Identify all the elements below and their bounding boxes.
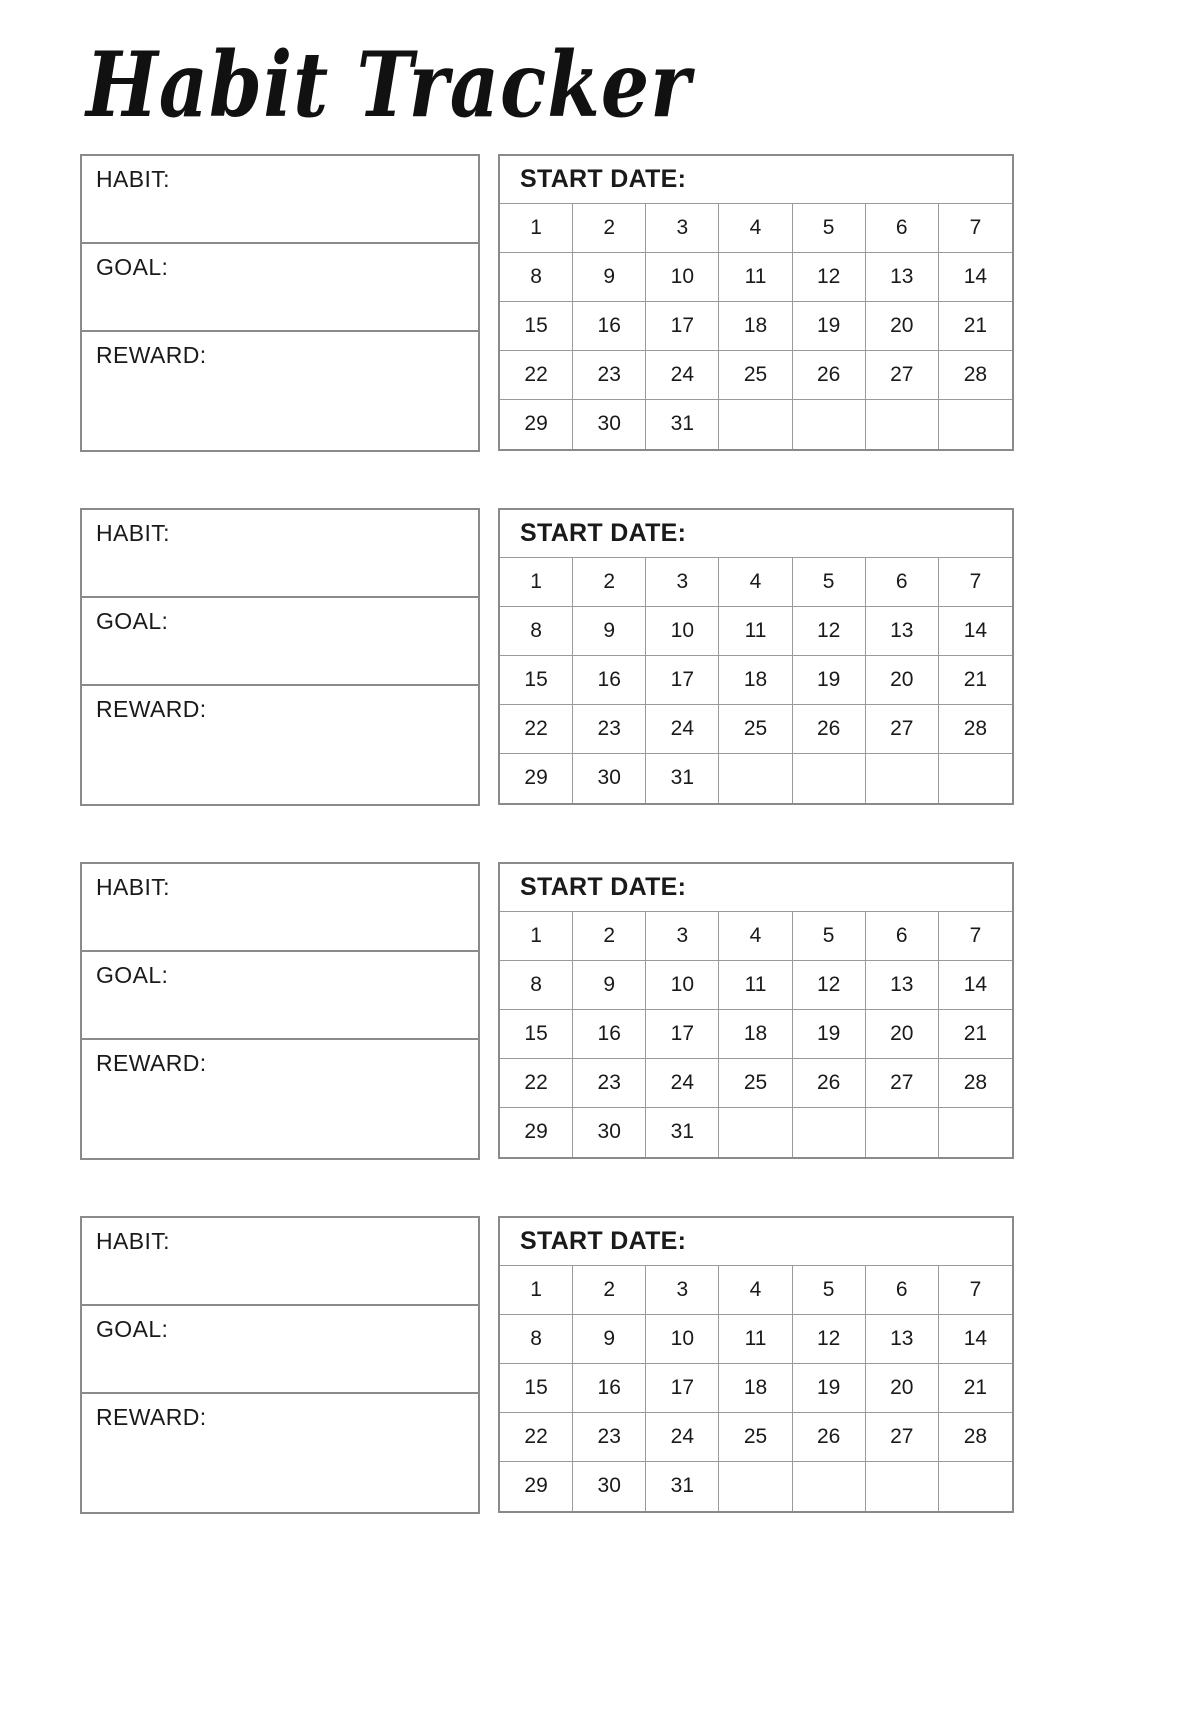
day-cell[interactable]: 8 xyxy=(500,961,573,1010)
habit-label: HABIT: xyxy=(96,1227,170,1254)
start-date-field[interactable] xyxy=(500,864,1012,912)
day-cell[interactable]: 8 xyxy=(500,253,573,302)
habit-field[interactable] xyxy=(82,864,478,952)
day-cell[interactable]: 24 xyxy=(646,1059,719,1108)
day-cell[interactable]: 31 xyxy=(646,754,719,803)
day-cell[interactable]: 26 xyxy=(793,351,866,400)
day-cell[interactable]: 31 xyxy=(646,1108,719,1157)
day-cell-empty[interactable] xyxy=(866,1108,939,1157)
day-cell[interactable]: 27 xyxy=(866,351,939,400)
day-cell[interactable]: 2 xyxy=(573,912,646,961)
day-cell[interactable]: 5 xyxy=(793,204,866,253)
day-cell[interactable]: 27 xyxy=(866,705,939,754)
tracker-row xyxy=(80,508,1110,806)
reward-field[interactable] xyxy=(82,1394,478,1512)
day-cell[interactable]: 1 xyxy=(500,204,573,253)
day-cell[interactable]: 20 xyxy=(866,1364,939,1413)
day-cell[interactable]: 1 xyxy=(500,1266,573,1315)
day-cell[interactable]: 6 xyxy=(866,204,939,253)
day-cell-empty[interactable] xyxy=(719,1462,792,1511)
day-cell[interactable]: 15 xyxy=(500,1364,573,1413)
day-cell-empty[interactable] xyxy=(866,754,939,803)
goal-field[interactable] xyxy=(82,952,478,1040)
day-cell[interactable]: 16 xyxy=(573,1364,646,1413)
day-cell[interactable]: 11 xyxy=(719,1315,792,1364)
day-cell[interactable]: 23 xyxy=(573,1413,646,1462)
day-cell-empty[interactable] xyxy=(866,1462,939,1511)
day-cell[interactable]: 11 xyxy=(719,961,792,1010)
day-cell[interactable]: 8 xyxy=(500,607,573,656)
reward-label: REWARD: xyxy=(96,695,207,722)
day-cell[interactable]: 31 xyxy=(646,400,719,449)
day-cell[interactable]: 4 xyxy=(719,204,792,253)
tracker-row xyxy=(80,1216,1110,1514)
day-cell[interactable]: 29 xyxy=(500,754,573,803)
day-cell[interactable]: 26 xyxy=(793,1059,866,1108)
day-cell[interactable]: 28 xyxy=(939,1413,1012,1462)
day-cell[interactable]: 20 xyxy=(866,1010,939,1059)
calendar-grid xyxy=(500,204,1012,449)
day-cell[interactable]: 4 xyxy=(719,912,792,961)
habit-info-block xyxy=(80,862,480,1160)
habit-info-block xyxy=(80,508,480,806)
day-cell-empty[interactable] xyxy=(793,400,866,449)
calendar-block xyxy=(498,862,1014,1159)
start-date-label: START DATE: xyxy=(520,518,687,547)
day-cell[interactable]: 16 xyxy=(573,302,646,351)
day-cell[interactable]: 12 xyxy=(793,253,866,302)
calendar-grid xyxy=(500,1266,1012,1511)
habit-label: HABIT: xyxy=(96,519,170,546)
day-cell[interactable]: 2 xyxy=(573,1266,646,1315)
day-cell[interactable]: 1 xyxy=(500,912,573,961)
day-cell[interactable]: 19 xyxy=(793,1364,866,1413)
day-cell[interactable]: 5 xyxy=(793,912,866,961)
calendar-grid xyxy=(500,912,1012,1157)
day-cell-empty[interactable] xyxy=(719,400,792,449)
day-cell[interactable]: 13 xyxy=(866,1315,939,1364)
day-cell[interactable]: 21 xyxy=(939,302,1012,351)
day-cell-empty[interactable] xyxy=(793,1108,866,1157)
start-date-field[interactable] xyxy=(500,1218,1012,1266)
day-cell-empty[interactable] xyxy=(719,1108,792,1157)
day-cell[interactable]: 24 xyxy=(646,705,719,754)
day-cell[interactable]: 28 xyxy=(939,351,1012,400)
day-cell[interactable]: 23 xyxy=(573,705,646,754)
day-cell-empty[interactable] xyxy=(939,754,1012,803)
day-cell[interactable]: 21 xyxy=(939,1010,1012,1059)
day-cell[interactable]: 22 xyxy=(500,705,573,754)
day-cell[interactable]: 6 xyxy=(866,1266,939,1315)
calendar-block xyxy=(498,1216,1014,1513)
day-cell[interactable]: 14 xyxy=(939,253,1012,302)
day-cell[interactable]: 17 xyxy=(646,1010,719,1059)
day-cell[interactable]: 4 xyxy=(719,1266,792,1315)
day-cell[interactable]: 18 xyxy=(719,1364,792,1413)
goal-field[interactable] xyxy=(82,1306,478,1394)
reward-label: REWARD: xyxy=(96,1049,207,1076)
day-cell[interactable]: 9 xyxy=(573,961,646,1010)
day-cell-empty[interactable] xyxy=(793,754,866,803)
day-cell[interactable]: 9 xyxy=(573,253,646,302)
day-cell[interactable]: 8 xyxy=(500,1315,573,1364)
day-cell[interactable]: 2 xyxy=(573,204,646,253)
day-cell[interactable]: 5 xyxy=(793,1266,866,1315)
day-cell[interactable]: 9 xyxy=(573,607,646,656)
day-cell[interactable]: 23 xyxy=(573,1059,646,1108)
day-cell[interactable]: 18 xyxy=(719,656,792,705)
day-cell[interactable]: 11 xyxy=(719,253,792,302)
day-cell[interactable]: 7 xyxy=(939,1266,1012,1315)
day-cell[interactable]: 25 xyxy=(719,351,792,400)
day-cell[interactable]: 16 xyxy=(573,1010,646,1059)
day-cell[interactable]: 21 xyxy=(939,1364,1012,1413)
day-cell[interactable]: 19 xyxy=(793,1010,866,1059)
day-cell[interactable]: 30 xyxy=(573,1462,646,1511)
day-cell[interactable]: 28 xyxy=(939,705,1012,754)
day-cell[interactable]: 19 xyxy=(793,656,866,705)
day-cell[interactable]: 19 xyxy=(793,302,866,351)
day-cell[interactable]: 24 xyxy=(646,1413,719,1462)
day-cell[interactable]: 7 xyxy=(939,912,1012,961)
day-cell[interactable]: 4 xyxy=(719,558,792,607)
day-cell[interactable]: 9 xyxy=(573,1315,646,1364)
day-cell[interactable]: 12 xyxy=(793,607,866,656)
goal-label: GOAL: xyxy=(96,607,169,634)
day-cell[interactable]: 25 xyxy=(719,705,792,754)
habit-field[interactable] xyxy=(82,156,478,244)
tracker-row xyxy=(80,154,1110,452)
reward-label: REWARD: xyxy=(96,1403,207,1430)
day-cell[interactable]: 23 xyxy=(573,351,646,400)
habit-info-block xyxy=(80,1216,480,1514)
day-cell[interactable]: 17 xyxy=(646,302,719,351)
day-cell[interactable]: 22 xyxy=(500,351,573,400)
page-title: Habit Tracker xyxy=(86,32,692,138)
day-cell[interactable]: 10 xyxy=(646,607,719,656)
day-cell[interactable]: 10 xyxy=(646,253,719,302)
day-cell-empty[interactable] xyxy=(939,1108,1012,1157)
calendar-grid xyxy=(500,558,1012,803)
day-cell[interactable]: 14 xyxy=(939,961,1012,1010)
day-cell[interactable]: 15 xyxy=(500,302,573,351)
day-cell[interactable]: 25 xyxy=(719,1413,792,1462)
start-date-field[interactable] xyxy=(500,156,1012,204)
day-cell[interactable]: 13 xyxy=(866,607,939,656)
day-cell-empty[interactable] xyxy=(719,754,792,803)
day-cell[interactable]: 18 xyxy=(719,1010,792,1059)
reward-field[interactable] xyxy=(82,332,478,450)
day-cell[interactable]: 14 xyxy=(939,1315,1012,1364)
day-cell[interactable]: 29 xyxy=(500,1462,573,1511)
day-cell[interactable]: 6 xyxy=(866,912,939,961)
day-cell[interactable]: 7 xyxy=(939,204,1012,253)
day-cell[interactable]: 31 xyxy=(646,1462,719,1511)
day-cell[interactable]: 30 xyxy=(573,754,646,803)
goal-label: GOAL: xyxy=(96,961,169,988)
habit-field[interactable] xyxy=(82,510,478,598)
calendar-block xyxy=(498,154,1014,451)
calendar-block xyxy=(498,508,1014,805)
reward-field[interactable] xyxy=(82,1040,478,1158)
reward-field[interactable] xyxy=(82,686,478,804)
day-cell[interactable]: 15 xyxy=(500,656,573,705)
day-cell[interactable]: 30 xyxy=(573,1108,646,1157)
goal-label: GOAL: xyxy=(96,253,169,280)
tracker-row xyxy=(80,862,1110,1160)
day-cell[interactable]: 25 xyxy=(719,1059,792,1108)
day-cell[interactable]: 11 xyxy=(719,607,792,656)
day-cell[interactable]: 12 xyxy=(793,1315,866,1364)
day-cell[interactable]: 15 xyxy=(500,1010,573,1059)
day-cell-empty[interactable] xyxy=(939,1462,1012,1511)
habit-label: HABIT: xyxy=(96,873,170,900)
start-date-label: START DATE: xyxy=(520,1226,687,1255)
day-cell[interactable]: 29 xyxy=(500,1108,573,1157)
day-cell[interactable]: 29 xyxy=(500,400,573,449)
goal-label: GOAL: xyxy=(96,1315,169,1342)
day-cell[interactable]: 10 xyxy=(646,961,719,1010)
day-cell[interactable]: 17 xyxy=(646,656,719,705)
habit-info-block xyxy=(80,154,480,452)
day-cell[interactable]: 26 xyxy=(793,1413,866,1462)
day-cell-empty[interactable] xyxy=(793,1462,866,1511)
day-cell[interactable]: 18 xyxy=(719,302,792,351)
day-cell[interactable]: 14 xyxy=(939,607,1012,656)
day-cell[interactable]: 26 xyxy=(793,705,866,754)
day-cell[interactable]: 5 xyxy=(793,558,866,607)
day-cell-empty[interactable] xyxy=(939,400,1012,449)
day-cell[interactable]: 20 xyxy=(866,656,939,705)
day-cell[interactable]: 1 xyxy=(500,558,573,607)
day-cell[interactable]: 30 xyxy=(573,400,646,449)
day-cell[interactable]: 22 xyxy=(500,1413,573,1462)
start-date-label: START DATE: xyxy=(520,872,687,901)
day-cell[interactable]: 6 xyxy=(866,558,939,607)
day-cell[interactable]: 17 xyxy=(646,1364,719,1413)
day-cell[interactable]: 27 xyxy=(866,1059,939,1108)
day-cell[interactable]: 13 xyxy=(866,961,939,1010)
day-cell[interactable]: 13 xyxy=(866,253,939,302)
day-cell[interactable]: 3 xyxy=(646,1266,719,1315)
day-cell[interactable]: 3 xyxy=(646,912,719,961)
day-cell[interactable]: 10 xyxy=(646,1315,719,1364)
start-date-field[interactable] xyxy=(500,510,1012,558)
day-cell[interactable]: 12 xyxy=(793,961,866,1010)
day-cell[interactable]: 24 xyxy=(646,351,719,400)
habit-label: HABIT: xyxy=(96,165,170,192)
day-cell[interactable]: 27 xyxy=(866,1413,939,1462)
day-cell[interactable]: 28 xyxy=(939,1059,1012,1108)
day-cell[interactable]: 3 xyxy=(646,204,719,253)
day-cell[interactable]: 20 xyxy=(866,302,939,351)
day-cell[interactable]: 2 xyxy=(573,558,646,607)
start-date-label: START DATE: xyxy=(520,164,687,193)
day-cell[interactable]: 16 xyxy=(573,656,646,705)
day-cell[interactable]: 22 xyxy=(500,1059,573,1108)
day-cell-empty[interactable] xyxy=(866,400,939,449)
day-cell[interactable]: 7 xyxy=(939,558,1012,607)
day-cell[interactable]: 3 xyxy=(646,558,719,607)
reward-label: REWARD: xyxy=(96,341,207,368)
goal-field[interactable] xyxy=(82,598,478,686)
goal-field[interactable] xyxy=(82,244,478,332)
habit-field[interactable] xyxy=(82,1218,478,1306)
day-cell[interactable]: 21 xyxy=(939,656,1012,705)
